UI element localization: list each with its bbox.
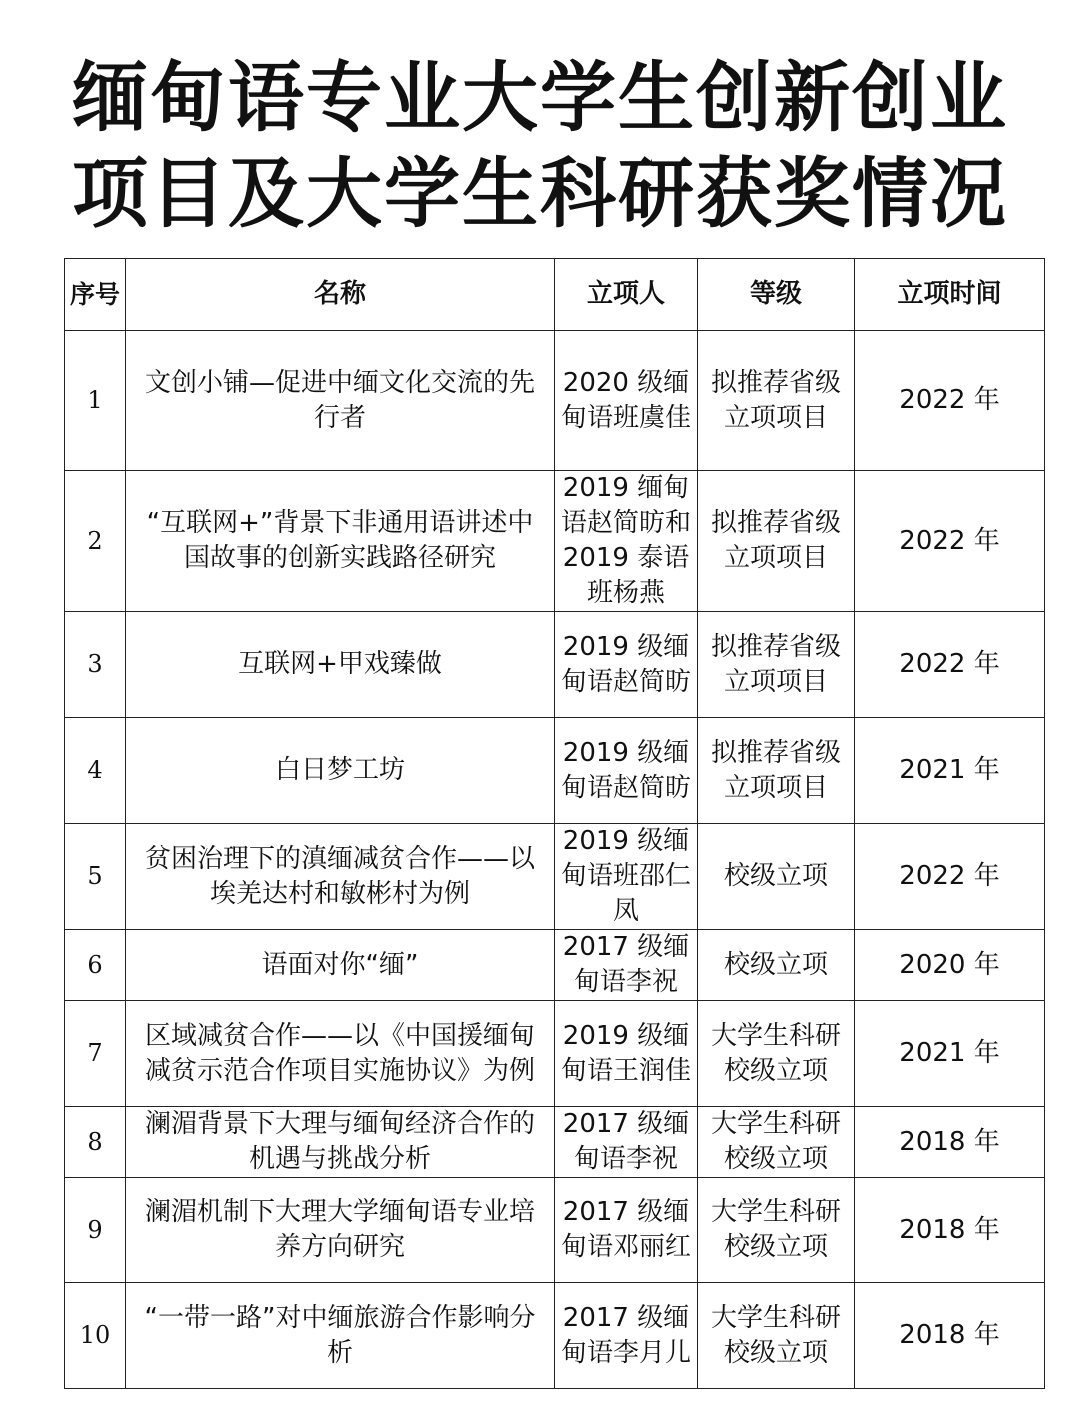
row-level: 大学生科研校级立项 xyxy=(698,1107,855,1178)
row-seq: 3 xyxy=(65,612,126,718)
row-name: “互联网+”背景下非通用语讲述中国故事的创新实践路径研究 xyxy=(126,471,555,612)
table-row xyxy=(65,471,1045,612)
row-time: 2018 年 xyxy=(855,1107,1045,1178)
row-name: 澜湄机制下大理大学缅甸语专业培养方向研究 xyxy=(126,1178,555,1283)
row-seq: 8 xyxy=(65,1107,126,1178)
row-time: 2022 年 xyxy=(855,471,1045,612)
table-row xyxy=(65,718,1045,824)
row-name: 互联网+甲戏臻做 xyxy=(126,612,555,718)
table-row xyxy=(65,824,1045,930)
row-level: 校级立项 xyxy=(698,824,855,930)
row-person: 2019 级缅甸语班邵仁凤 xyxy=(555,824,698,930)
row-person: 2019 级缅甸语王润佳 xyxy=(555,1001,698,1107)
page-title xyxy=(0,50,1080,242)
row-time: 2018 年 xyxy=(855,1178,1045,1283)
row-time: 2020 年 xyxy=(855,930,1045,1001)
row-person: 2019 缅甸语赵简昉和 2019 泰语班杨燕 xyxy=(555,471,698,612)
header-person: 立项人 xyxy=(555,259,698,331)
row-level: 拟推荐省级立项项目 xyxy=(698,612,855,718)
header-seq: 序号 xyxy=(65,259,126,331)
row-person: 2020 级缅甸语班虞佳 xyxy=(555,331,698,471)
title-line-2: 项目及大学生科研获奖情况 xyxy=(72,149,1008,238)
row-seq: 10 xyxy=(65,1283,126,1389)
table-row xyxy=(65,612,1045,718)
table-header-row xyxy=(65,259,1045,331)
row-time: 2021 年 xyxy=(855,718,1045,824)
row-level: 拟推荐省级立项项目 xyxy=(698,471,855,612)
row-person: 2017 级缅甸语李祝 xyxy=(555,1107,698,1178)
row-level: 校级立项 xyxy=(698,930,855,1001)
row-name: 区域减贫合作——以《中国援缅甸减贫示范合作项目实施协议》为例 xyxy=(126,1001,555,1107)
row-seq: 1 xyxy=(65,331,126,471)
row-time: 2018 年 xyxy=(855,1283,1045,1389)
title-line-1: 缅甸语专业大学生创新创业 xyxy=(72,53,1008,142)
row-time: 2022 年 xyxy=(855,612,1045,718)
header-level: 等级 xyxy=(698,259,855,331)
row-name: 白日梦工坊 xyxy=(126,718,555,824)
row-name: “一带一路”对中缅旅游合作影响分析 xyxy=(126,1283,555,1389)
table-row xyxy=(65,1178,1045,1283)
table-row xyxy=(65,331,1045,471)
row-name: 语面对你“缅” xyxy=(126,930,555,1001)
row-person: 2019 级缅甸语赵简昉 xyxy=(555,718,698,824)
row-person: 2017 级缅甸语李祝 xyxy=(555,930,698,1001)
row-seq: 6 xyxy=(65,930,126,1001)
row-level: 拟推荐省级立项项目 xyxy=(698,718,855,824)
row-seq: 9 xyxy=(65,1178,126,1283)
table-row xyxy=(65,930,1045,1001)
row-person: 2017 级缅甸语邓丽红 xyxy=(555,1178,698,1283)
row-person: 2017 级缅甸语李月儿 xyxy=(555,1283,698,1389)
row-level: 拟推荐省级立项项目 xyxy=(698,331,855,471)
row-name: 文创小铺—促进中缅文化交流的先行者 xyxy=(126,331,555,471)
row-seq: 5 xyxy=(65,824,126,930)
row-level: 大学生科研校级立项 xyxy=(698,1001,855,1107)
header-time: 立项时间 xyxy=(855,259,1045,331)
row-person: 2019 级缅甸语赵简昉 xyxy=(555,612,698,718)
row-name: 贫困治理下的滇缅减贫合作——以埃羌达村和敏彬村为例 xyxy=(126,824,555,930)
table-row xyxy=(65,1107,1045,1178)
row-seq: 2 xyxy=(65,471,126,612)
row-time: 2022 年 xyxy=(855,331,1045,471)
table-row xyxy=(65,1001,1045,1107)
header-name: 名称 xyxy=(126,259,555,331)
row-level: 大学生科研校级立项 xyxy=(698,1283,855,1389)
row-level: 大学生科研校级立项 xyxy=(698,1178,855,1283)
row-seq: 4 xyxy=(65,718,126,824)
table-row xyxy=(65,1283,1045,1389)
row-name: 澜湄背景下大理与缅甸经济合作的机遇与挑战分析 xyxy=(126,1107,555,1178)
projects-table xyxy=(64,258,1045,1389)
row-seq: 7 xyxy=(65,1001,126,1107)
row-time: 2022 年 xyxy=(855,824,1045,930)
row-time: 2021 年 xyxy=(855,1001,1045,1107)
